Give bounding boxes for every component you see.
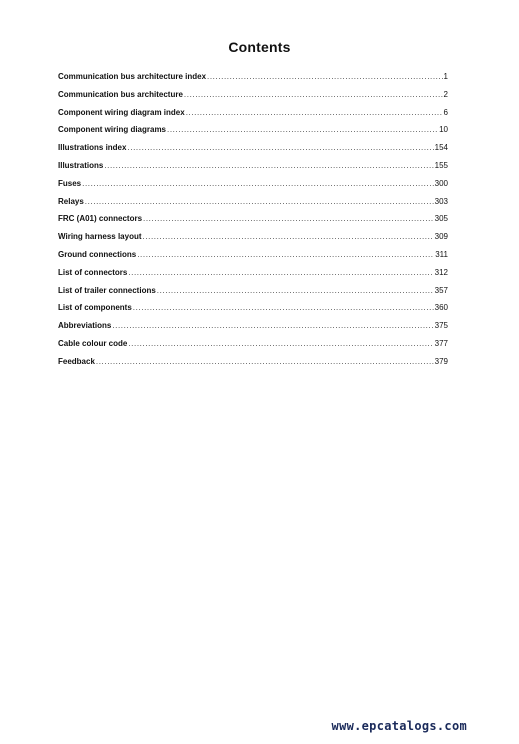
toc-dot-leader [133,303,434,312]
toc-entry[interactable] [58,90,448,108]
toc-entry-page-number[interactable]: 375 [434,321,448,331]
toc-entry[interactable] [58,232,448,250]
table-of-contents [58,72,448,375]
toc-dot-leader [184,90,443,99]
toc-dot-leader [137,250,434,259]
toc-entry-page-number[interactable]: 10 [439,125,448,135]
toc-dot-leader [128,339,433,348]
toc-entry-page-number[interactable]: 155 [434,160,448,170]
toc-entry[interactable] [58,108,448,126]
toc-entry-page-number[interactable]: 303 [434,196,448,206]
toc-entry-label[interactable]: Relays [58,196,84,206]
watermark-text: www.epcatalogs.com [331,719,467,733]
toc-entry-label[interactable]: Component wiring diagram index [58,107,185,117]
toc-entry-label[interactable]: Illustrations [58,160,104,170]
toc-dot-leader [112,321,433,330]
toc-entry[interactable] [58,197,448,215]
toc-entry[interactable] [58,357,448,375]
toc-entry[interactable] [58,72,448,90]
toc-entry-page-number[interactable]: 305 [434,214,448,224]
toc-entry[interactable] [58,161,448,179]
toc-entry-page-number[interactable]: 379 [434,356,448,366]
toc-entry-label[interactable]: Cable colour code [58,338,128,348]
toc-dot-leader [85,197,434,206]
toc-dot-leader [207,72,443,81]
toc-dot-leader [128,268,433,277]
toc-entry-label[interactable]: Ground connections [58,249,137,259]
toc-dot-leader [96,357,434,366]
toc-entry[interactable] [58,321,448,339]
toc-dot-leader [186,108,443,117]
toc-dot-leader [167,125,438,134]
toc-entry-label[interactable]: Communication bus architecture index [58,72,207,81]
toc-entry-page-number[interactable]: 311 [435,249,448,259]
toc-entry-page-number[interactable]: 357 [434,285,448,295]
page-title: Contents [228,39,291,55]
toc-entry-label[interactable]: List of trailer connections [58,285,156,295]
toc-entry[interactable] [58,339,448,357]
toc-dot-leader [104,161,433,170]
toc-entry-label[interactable]: Component wiring diagrams [58,125,167,135]
toc-entry[interactable] [58,125,448,143]
toc-dot-leader [127,143,433,152]
toc-entry-page-number[interactable]: 2 [443,89,448,99]
toc-entry[interactable] [58,286,448,304]
toc-dot-leader [82,179,434,188]
toc-entry[interactable] [58,250,448,268]
toc-entry-page-number[interactable]: 360 [434,303,448,313]
toc-entry[interactable] [58,268,448,286]
toc-entry-label[interactable]: Feedback [58,356,95,366]
toc-entry-page-number[interactable]: 312 [434,267,448,277]
toc-entry[interactable] [58,303,448,321]
toc-entry-label[interactable]: List of connectors [58,267,128,277]
toc-dot-leader [143,214,434,223]
toc-entry-label[interactable]: List of components [58,303,132,313]
toc-entry-page-number[interactable]: 300 [434,178,448,188]
toc-entry-page-number[interactable]: 377 [434,338,448,348]
toc-entry-label[interactable]: Abbreviations [58,321,112,331]
toc-entry[interactable] [58,179,448,197]
toc-entry-page-number[interactable]: 309 [434,232,448,242]
toc-entry-label[interactable]: Fuses [58,178,82,188]
toc-entry-label[interactable]: Wiring harness layout [58,232,142,242]
toc-entry[interactable] [58,143,448,161]
toc-entry[interactable] [58,214,448,232]
toc-dot-leader [143,232,434,241]
toc-entry-page-number[interactable]: 154 [434,143,448,153]
toc-entry-label[interactable]: Communication bus architecture [58,89,183,99]
toc-entry-label[interactable]: Illustrations index [58,143,127,153]
toc-dot-leader [157,286,434,295]
toc-entry-label[interactable]: FRC (A01) connectors [58,214,143,224]
toc-entry-page-number[interactable]: 6 [443,107,448,117]
toc-entry-page-number[interactable]: 1 [443,72,448,81]
